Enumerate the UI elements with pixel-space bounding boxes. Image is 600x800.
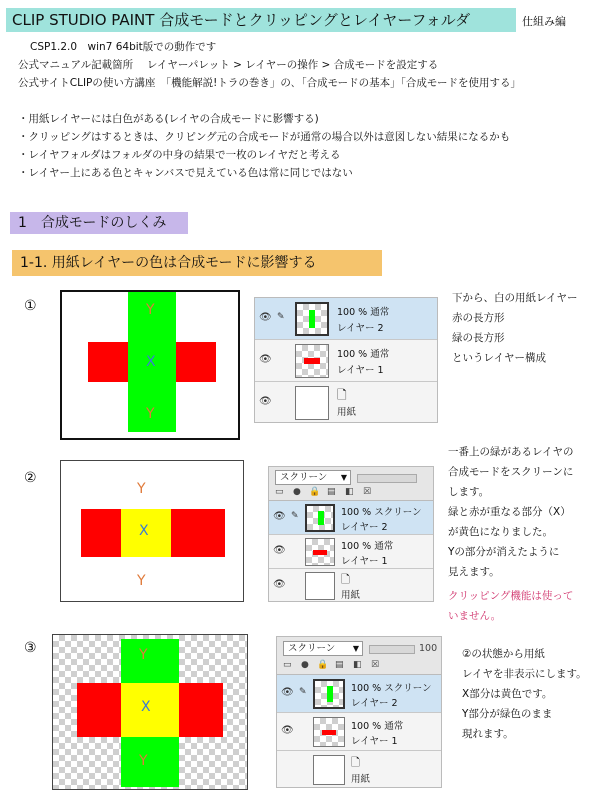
y-label: Y xyxy=(139,753,148,769)
brush-icon: ✎ xyxy=(299,687,307,697)
layer-row[interactable] xyxy=(269,569,433,602)
blend-mode-value: スクリーン xyxy=(288,643,336,654)
paper-icon: 🗋 xyxy=(351,756,360,769)
layer-row[interactable] xyxy=(255,382,437,423)
layer-mode: 100 % 通常 xyxy=(351,721,404,732)
layer-thumbnail xyxy=(305,538,335,566)
mask-icon[interactable]: ● xyxy=(293,487,301,497)
brush-icon: ✎ xyxy=(291,511,299,521)
y-label: Y xyxy=(146,302,155,318)
layer-panel xyxy=(268,466,434,602)
blend-mode-dropdown[interactable] xyxy=(275,470,351,485)
eye-icon[interactable]: 👁 xyxy=(259,396,272,407)
example-notes xyxy=(448,442,573,626)
layer-row[interactable] xyxy=(277,751,441,788)
eye-icon[interactable]: 👁 xyxy=(273,579,286,590)
note-line: 緑の長方形 xyxy=(452,332,505,344)
paper-icon: 🗋 xyxy=(337,388,347,402)
layer-mode: 100 % 通常 xyxy=(337,349,390,360)
example-number: ③ xyxy=(24,640,37,656)
opacity-slider[interactable] xyxy=(369,645,415,654)
note-line: 下から、白の用紙レイヤー xyxy=(452,292,578,304)
section-heading: 1 合成モードのしくみ xyxy=(10,212,188,234)
note-line: というレイヤー構成 xyxy=(452,352,546,364)
warning-line: いません。 xyxy=(448,610,502,622)
layer-mode: 100 % 通常 xyxy=(341,541,394,552)
lock-icon[interactable]: 🔒 xyxy=(309,487,321,497)
new-layer-icon[interactable]: ▭ xyxy=(275,487,284,497)
layer-name: 用紙 xyxy=(351,774,371,785)
note-line: Yの部分が消えたように xyxy=(448,546,560,558)
layer-row[interactable] xyxy=(269,535,433,569)
layer-name: レイヤー 2 xyxy=(351,698,398,709)
reference-icon[interactable]: ◧ xyxy=(345,487,354,497)
brush-icon: ✎ xyxy=(277,312,285,322)
layer-name: レイヤー 2 xyxy=(337,323,384,334)
layer-mode: 100 % スクリーン xyxy=(341,507,422,518)
canvas-preview xyxy=(60,460,244,602)
layer-thumbnail xyxy=(295,302,329,336)
layer-row[interactable] xyxy=(255,298,437,340)
intro-line: 公式マニュアル記載箇所 レイヤーパレット > レイヤーの操作 > 合成モードを設定する xyxy=(18,59,439,71)
mask-icon[interactable]: ● xyxy=(301,660,309,670)
layer-panel xyxy=(276,636,442,788)
note-line: 見えます。 xyxy=(448,566,500,578)
lock-icon[interactable]: 🔒 xyxy=(317,660,329,670)
note-line: 一番上の緑があるレイヤの xyxy=(448,446,574,458)
note-line: が黄色になりました。 xyxy=(448,526,553,538)
y-label: Y xyxy=(137,481,146,497)
layer-row[interactable] xyxy=(255,340,437,382)
note-line: X部分は黄色です。 xyxy=(462,688,553,700)
paper-icon: 🗋 xyxy=(341,573,350,586)
layer-name: レイヤー 1 xyxy=(337,365,384,376)
layer-name: 用紙 xyxy=(337,407,357,418)
clip-icon[interactable]: ▤ xyxy=(327,487,336,497)
note-line: Y部分が緑色のまま xyxy=(462,708,553,720)
layer-thumbnail xyxy=(295,344,329,378)
note-line: 緑と赤が重なる部分（X） xyxy=(448,506,571,518)
layer-mode: 100 % スクリーン xyxy=(351,683,432,694)
layer-panel xyxy=(254,297,438,423)
bullet-item: ・クリッピングはするときは、クリピング元の合成モードが通常の場合以外は意図しない結果になるかも xyxy=(18,131,511,143)
x-label: X xyxy=(139,523,149,539)
subsection-heading: 1-1. 用紙レイヤーの色は合成モードに影響する xyxy=(12,250,382,276)
layer-thumbnail xyxy=(295,386,329,420)
opacity-value: 100 xyxy=(419,643,438,654)
layer-name: レイヤー 1 xyxy=(341,556,388,567)
layer-thumbnail xyxy=(305,504,335,532)
note-line: レイヤを非表示にします。 xyxy=(462,668,587,680)
y-label: Y xyxy=(137,573,146,589)
clip-icon[interactable]: ▤ xyxy=(335,660,344,670)
layer-name: レイヤー 2 xyxy=(341,522,388,533)
delete-icon[interactable]: ☒ xyxy=(363,487,372,497)
example-number: ① xyxy=(24,298,37,314)
layer-thumbnail xyxy=(313,717,345,747)
bullet-item: ・レイヤフォルダはフォルダの中身の結果で一枚のレイヤだと考える xyxy=(18,149,341,161)
eye-icon[interactable]: 👁 xyxy=(273,545,286,556)
layer-thumbnail xyxy=(313,755,345,785)
eye-icon[interactable]: 👁 xyxy=(259,312,272,323)
note-line: 現れます。 xyxy=(462,728,514,740)
chevron-down-icon: ▼ xyxy=(340,473,347,482)
canvas-preview xyxy=(52,634,248,790)
layer-mode: 100 % 通常 xyxy=(337,307,390,318)
note-line: 合成モードをスクリーンに xyxy=(448,466,574,478)
chevron-down-icon: ▼ xyxy=(352,644,359,653)
eye-icon[interactable]: 👁 xyxy=(281,725,294,736)
intro-line: CSP1.2.0 win7 64bit版での動作です xyxy=(30,41,217,53)
layer-toolbar xyxy=(269,467,433,501)
blend-mode-dropdown[interactable] xyxy=(283,641,363,656)
layer-thumbnail xyxy=(313,679,345,709)
layer-name: レイヤー 1 xyxy=(351,736,398,747)
layer-name: 用紙 xyxy=(341,590,361,601)
opacity-slider[interactable] xyxy=(357,474,417,483)
example-notes xyxy=(452,288,577,368)
reference-icon[interactable]: ◧ xyxy=(353,660,362,670)
bullet-item: ・用紙レイヤーには白色がある(レイヤの合成モードに影響する) xyxy=(18,113,319,125)
layer-row[interactable] xyxy=(269,501,433,535)
warning-line: クリッピング機能は使って xyxy=(448,590,574,602)
note-line: 赤の長方形 xyxy=(452,312,505,324)
layer-toolbar xyxy=(277,637,441,675)
page-subtitle: 仕組み編 xyxy=(522,15,566,28)
layer-row[interactable] xyxy=(277,675,441,713)
intro-line: 公式サイトCLIPの使い方講座 「機能解説!トラの巻き」の､「合成モードの基本」「合成モードを使用する」 xyxy=(18,77,521,89)
example-number: ② xyxy=(24,470,37,486)
example-notes xyxy=(462,644,587,744)
new-layer-icon[interactable]: ▭ xyxy=(283,660,292,670)
delete-icon[interactable]: ☒ xyxy=(371,660,380,670)
page-title: CLIP STUDIO PAINT 合成モードとクリッピングとレイヤーフォルダ xyxy=(6,8,516,32)
note-line: します。 xyxy=(448,486,490,498)
blend-mode-value: スクリーン xyxy=(280,472,328,483)
layer-thumbnail xyxy=(305,572,335,600)
eye-icon[interactable]: 👁 xyxy=(259,354,272,365)
y-label: Y xyxy=(146,406,155,422)
canvas-preview xyxy=(60,290,240,440)
layer-row[interactable] xyxy=(277,713,441,751)
eye-icon[interactable]: 👁 xyxy=(281,687,294,698)
note-line: ②の状態から用紙 xyxy=(462,648,545,660)
x-label: X xyxy=(146,354,156,370)
x-label: X xyxy=(141,699,151,715)
bullet-item: ・レイヤー上にある色とキャンバスで見えている色は常に同じではない xyxy=(18,167,353,179)
eye-icon[interactable]: 👁 xyxy=(273,511,286,522)
y-label: Y xyxy=(139,647,148,663)
